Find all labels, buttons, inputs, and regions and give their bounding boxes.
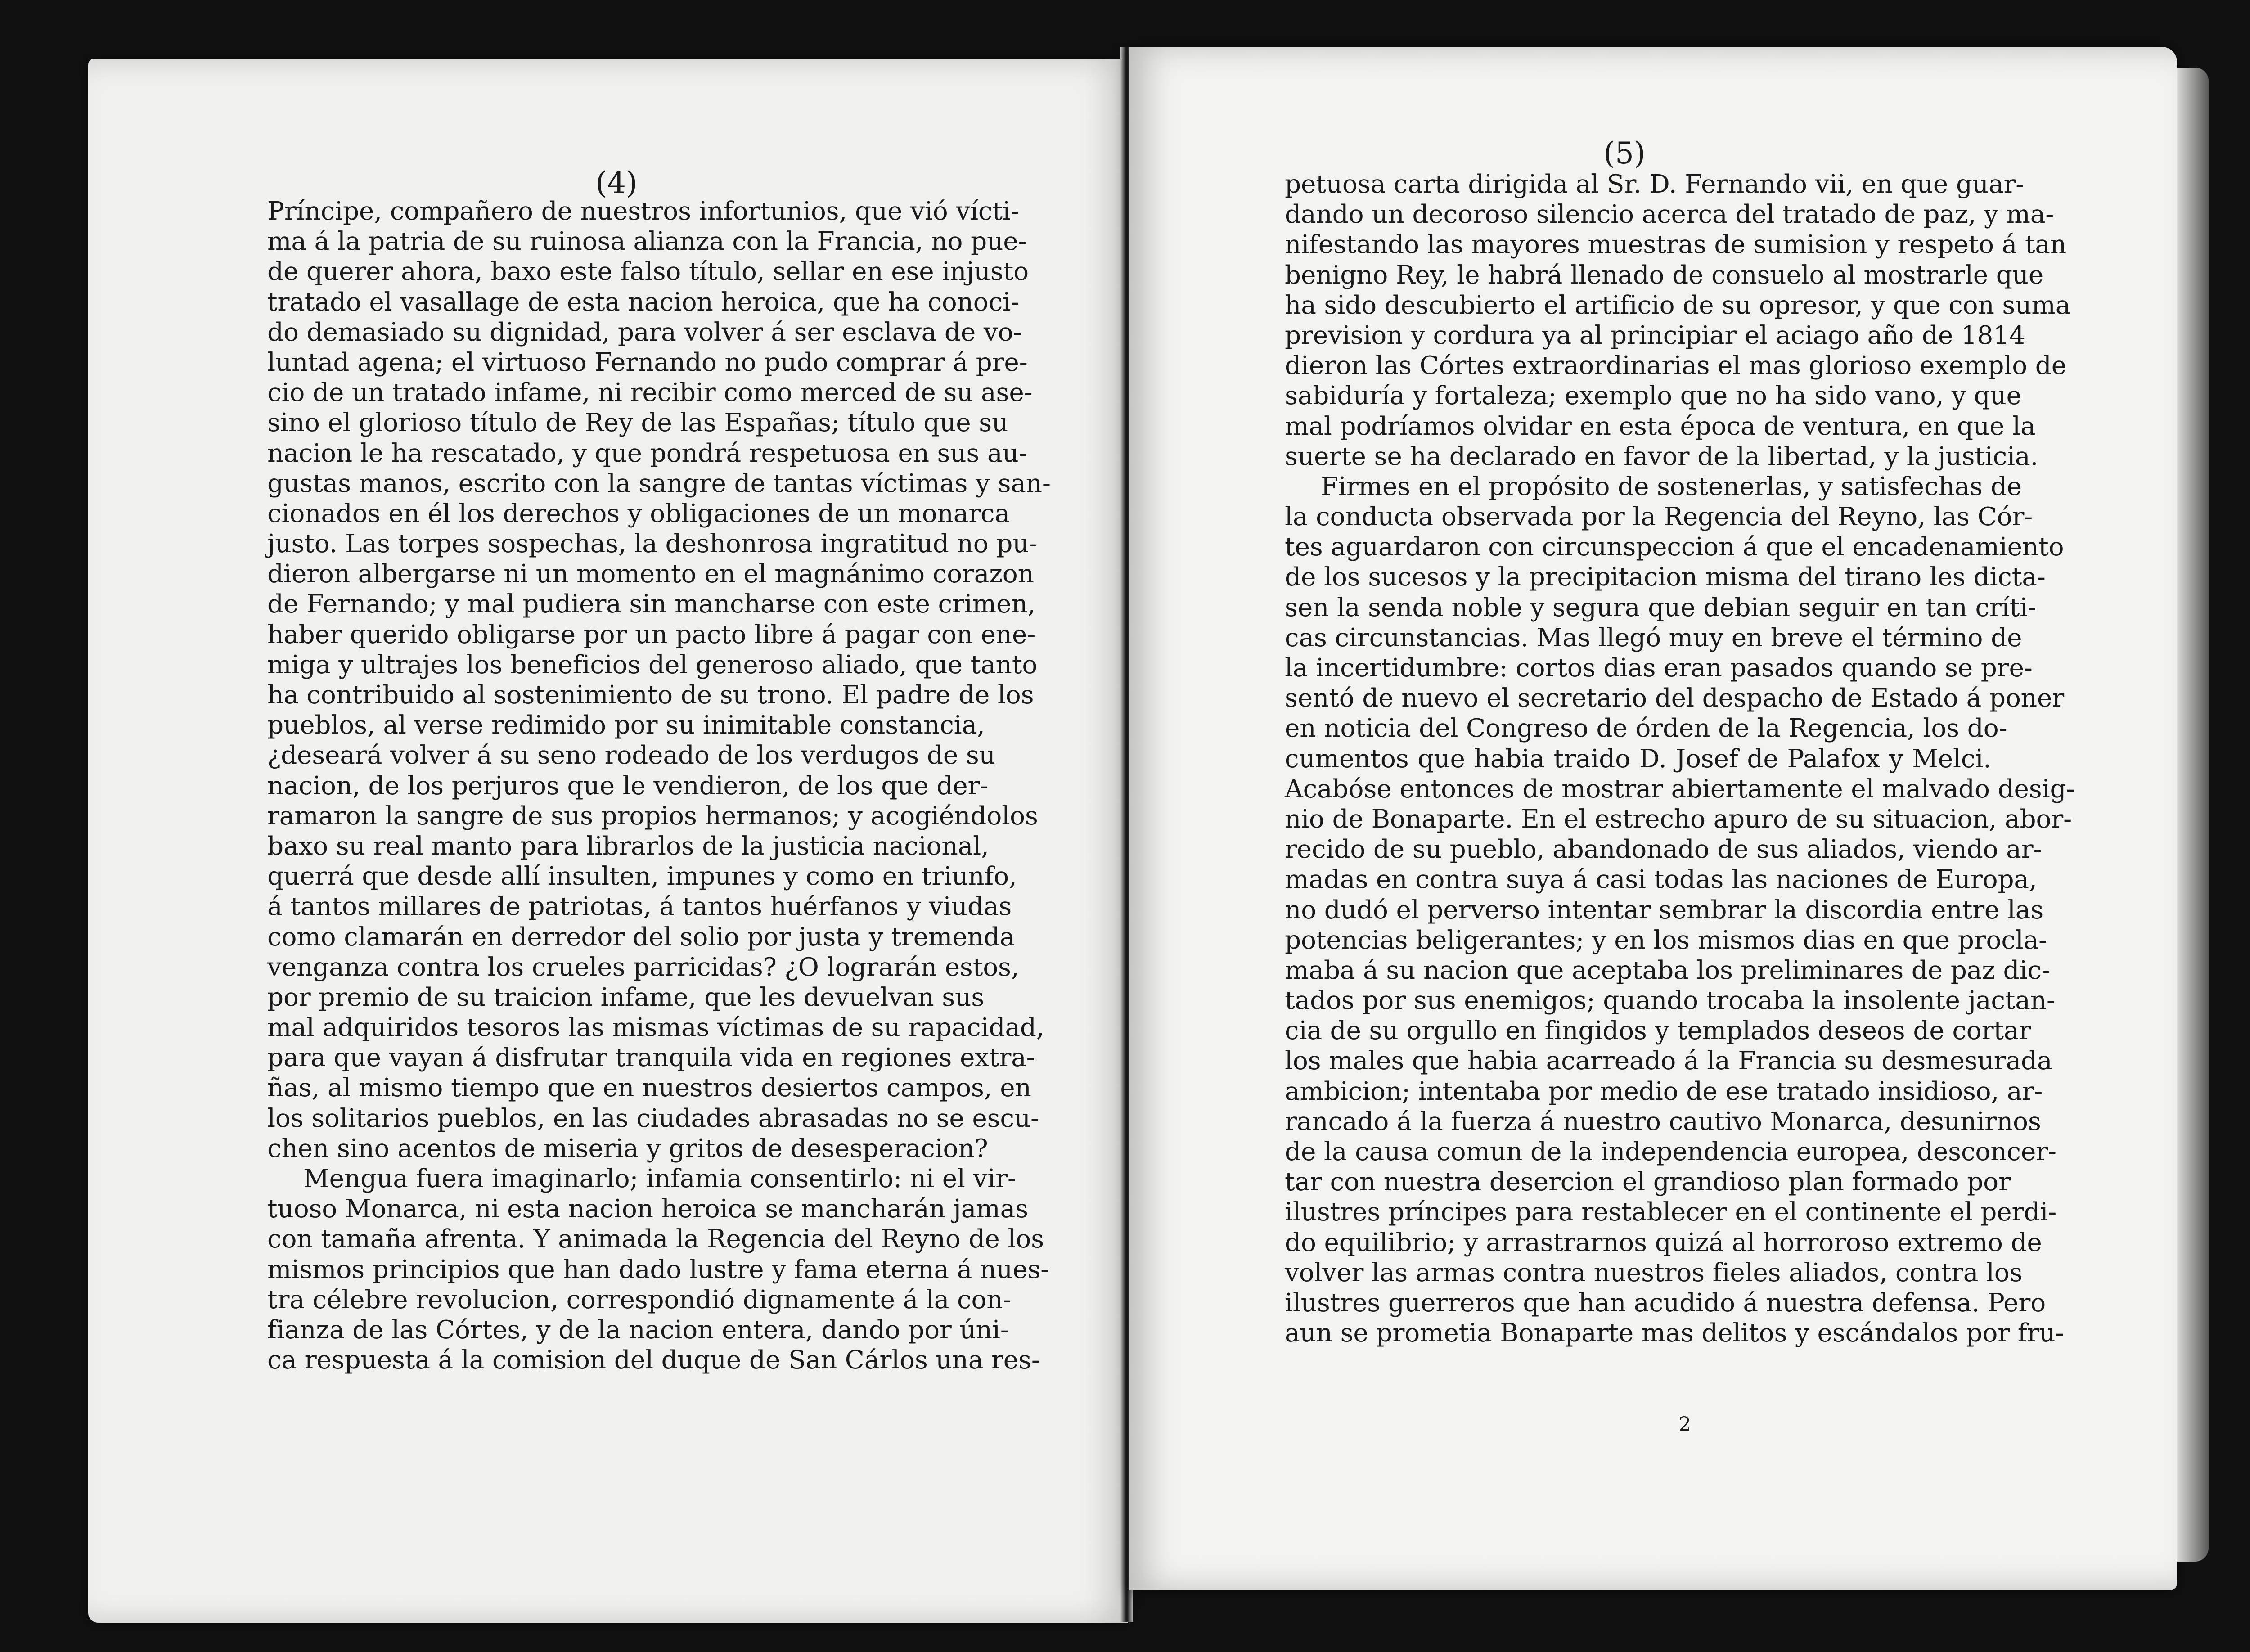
signature-mark: 2 <box>1678 1413 1691 1436</box>
text-line: tar con nuestra desercion el grandioso plan formado por <box>1285 1167 2011 1197</box>
text-line: Príncipe, compañero de nuestros infortunios, que vió vícti- <box>267 197 1019 226</box>
text-line: baxo su real manto para librarlos de la justicia nacional, <box>267 831 989 861</box>
text-line: cionados en él los derechos y obligaciones de un monarca <box>267 499 1010 528</box>
text-line: ramaron la sangre de sus propios hermanos; y acogiéndolos <box>267 801 1038 831</box>
text-line: ilustres príncipes para restablecer en el continente el perdi- <box>1285 1197 2056 1227</box>
text-line: ma á la patria de su ruinosa alianza con la Francia, no pue- <box>267 227 1027 257</box>
text-line: ¿deseará volver á su seno rodeado de los verdugos de su <box>267 741 995 770</box>
right-page-number: (5) <box>1603 136 1646 171</box>
text-line: nacion, de los perjuros que le vendieron, de los que der- <box>267 771 989 801</box>
text-line: querrá que desde allí insulten, impunes y como en triunfo, <box>267 862 1017 891</box>
text-line: de la causa comun de la independencia europea, desconcer- <box>1285 1137 2056 1166</box>
text-line: nacion le ha rescatado, y que pondrá respetuosa en sus au- <box>267 438 1027 468</box>
text-line: la incertidumbre: cortos dias eran pasados quando se pre- <box>1285 653 2033 683</box>
text-line: dieron albergarse ni un momento en el magnánimo corazon <box>267 559 1034 589</box>
text-line: gustas manos, escrito con la sangre de tantas víctimas y san- <box>267 468 1051 498</box>
text-line: aun se prometia Bonaparte mas delitos y escándalos por fru- <box>1285 1319 2064 1348</box>
text-line: de Fernando; y mal pudiera sin mancharse con este crimen, <box>267 590 1036 619</box>
text-line: luntad agena; el virtuoso Fernando no pudo comprar á pre- <box>267 347 1028 377</box>
text-line: venganza contra los crueles parricidas? ¿O lograrán estos, <box>267 952 1019 982</box>
text-line: nio de Bonaparte. En el estrecho apuro de su situacion, abor- <box>1285 804 2072 834</box>
text-line: ca respuesta á la comision del duque de San Cárlos una res- <box>267 1346 1040 1375</box>
left-page-text <box>267 196 1051 1375</box>
text-line: en noticia del Congreso de órden de la Regencia, los do- <box>1285 714 2007 743</box>
page-edge <box>2177 68 2209 1562</box>
text-line: dando un decoroso silencio acerca del tratado de paz, y ma- <box>1285 200 2054 230</box>
text-line: para que vayan á disfrutar tranquila vida en regiones extra- <box>267 1043 1035 1073</box>
text-line: nifestando las mayores muestras de sumision y respeto á tan <box>1285 230 2067 260</box>
text-line: por premio de su traicion infame, que les devuelvan sus <box>267 982 984 1012</box>
text-line: fianza de las Córtes, y de la nacion entera, dando por úni- <box>267 1315 1009 1345</box>
text-line: recido de su pueblo, abandonado de sus aliados, viendo ar- <box>1285 835 2042 864</box>
text-line: ñas, al mismo tiempo que en nuestros desiertos campos, en <box>267 1073 1031 1103</box>
text-line: tratado el vasallage de esta nacion heroica, que ha conoci- <box>267 287 1019 317</box>
text-line: dieron las Córtes extraordinarias el mas glorioso exemplo de <box>1285 351 2066 381</box>
text-line: ha sido descubierto el artificio de su opresor, y que con suma <box>1285 290 2071 320</box>
text-line: cas circunstancias. Mas llegó muy en breve el término de <box>1285 623 2022 653</box>
text-line: Firmes en el propósito de sostenerlas, y satisfechas de <box>1321 472 2022 501</box>
text-line: de los sucesos y la precipitacion misma del tirano les dicta- <box>1285 563 2046 592</box>
text-line: benigno Rey, le habrá llenado de consuelo al mostrarle que <box>1285 260 2044 290</box>
text-line: de querer ahora, baxo este falso título, sellar en ese injusto <box>267 257 1029 287</box>
text-line: mal podríamos olvidar en esta época de ventura, en que la <box>1285 411 2036 441</box>
text-line: sentó de nuevo el secretario del despacho de Estado á poner <box>1285 684 2064 713</box>
text-line: tuoso Monarca, ni esta nacion heroica se mancharán jamas <box>267 1194 1028 1224</box>
text-line: maba á su nacion que aceptaba los preliminares de paz dic- <box>1285 955 2050 985</box>
text-line: prevision y cordura ya al principiar el aciago año de 1814 <box>1285 320 2025 350</box>
text-line: sabiduría y fortaleza; exemplo que no ha sido vano, y que <box>1285 381 2021 411</box>
text-line: mismos principios que han dado lustre y fama eterna á nues- <box>267 1255 1049 1284</box>
text-line: tados por sus enemigos; quando trocaba la insolente jactan- <box>1285 986 2055 1016</box>
text-line: haber querido obligarse por un pacto libre á pagar con ene- <box>267 620 1036 649</box>
text-line: la conducta observada por la Regencia del Reyno, las Cór- <box>1285 502 2033 532</box>
text-line: madas en contra suya á casi todas las naciones de Europa, <box>1285 865 2037 895</box>
text-line: sen la senda noble y segura que debian seguir en tan críti- <box>1285 593 2036 622</box>
text-line: suerte se ha declarado en favor de la libertad, y la justicia. <box>1285 441 2038 471</box>
text-line: ilustres guerreros que han acudido á nuestra defensa. Pero <box>1285 1288 2046 1318</box>
text-line: volver las armas contra nuestros fieles aliados, contra los <box>1285 1258 2023 1287</box>
text-line: potencias beligerantes; y en los mismos dias en que procla- <box>1285 925 2048 955</box>
text-line: pueblos, al verse redimido por su inimitable constancia, <box>267 711 985 740</box>
text-line: á tantos millares de patriotas, á tantos huérfanos y viudas <box>267 892 1012 922</box>
text-line: tra célebre revolucion, correspondió dignamente á la con- <box>267 1285 1012 1314</box>
text-line: Mengua fuera imaginarlo; infamia consentirlo: ni el vir- <box>303 1164 1016 1193</box>
text-line: como clamarán en derredor del solio por justa y tremenda <box>267 922 1015 952</box>
text-line: mal adquiridos tesoros las mismas víctimas de su rapacidad, <box>267 1013 1044 1043</box>
text-line: rancado á la fuerza á nuestro cautivo Monarca, desunirnos <box>1285 1107 2041 1136</box>
text-line: los males que habia acarreado á la Francia su desmesurada <box>1285 1046 2052 1076</box>
text-line: ha contribuido al sostenimiento de su trono. El padre de los <box>267 680 1034 710</box>
text-line: cia de su orgullo en fingidos y templados deseos de cortar <box>1285 1016 2031 1046</box>
text-line: sino el glorioso título de Rey de las Españas; título que su <box>267 408 1008 438</box>
text-line: justo. Las torpes sospechas, la deshonrosa ingratitud no pu- <box>267 529 1038 559</box>
text-line: con tamaña afrenta. Y animada la Regencia del Reyno de los <box>267 1224 1044 1254</box>
right-page-text <box>1285 169 2075 1348</box>
text-line: chen sino acentos de miseria y gritos de desesperacion? <box>267 1134 988 1163</box>
text-line: do equilibrio; y arrastrarnos quizá al horroroso extremo de <box>1285 1228 2042 1257</box>
text-line: tes aguardaron con circunspeccion á que el encadenamiento <box>1285 532 2064 562</box>
text-line: petuosa carta dirigida al Sr. D. Fernando vii, en que guar- <box>1285 170 2025 199</box>
text-line: do demasiado su dignidad, para volver á ser esclava de vo- <box>267 317 1022 347</box>
text-line: ambicion; intentaba por medio de ese tratado insidioso, ar- <box>1285 1076 2043 1106</box>
text-line: cio de un tratado infame, ni recibir como merced de su ase- <box>267 378 1033 408</box>
text-line: cumentos que habia traido D. Josef de Palafox y Melci. <box>1285 744 1991 774</box>
text-line: Acabóse entonces de mostrar abiertamente el malvado desig- <box>1285 774 2075 804</box>
text-line: no dudó el perverso intentar sembrar la discordia entre las <box>1285 895 2044 925</box>
text-line: miga y ultrajes los beneficios del generoso aliado, que tanto <box>267 650 1038 680</box>
text-line: los solitarios pueblos, en las ciudades abrasadas no se escu- <box>267 1103 1039 1133</box>
left-page-number: (4) <box>595 166 638 200</box>
